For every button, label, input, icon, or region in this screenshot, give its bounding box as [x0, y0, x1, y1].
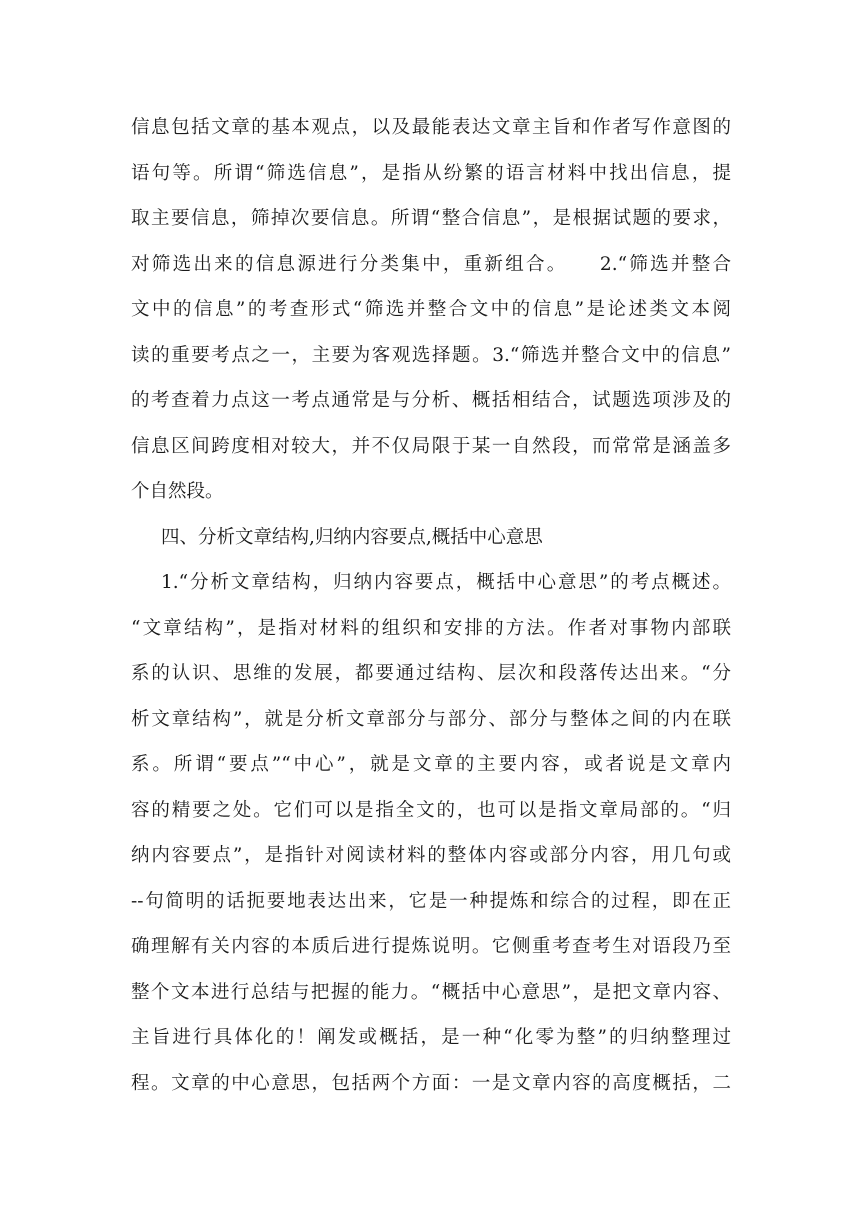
- text-line: 文中的信息”的考查形式“筛选并整合文中的信息”是论述类文本阅: [131, 299, 731, 320]
- text-line: 信息包括文章的基本观点，以及最能表达文章主旨和作者写作意图的: [131, 117, 731, 138]
- text-line: 主旨进行具体化的！阐发或概括，是一种“化零为整”的归纳整理过: [131, 1027, 731, 1048]
- text-line: 容的精要之处。它们可以是指全文的，也可以是指文章局部的。“归: [131, 799, 731, 821]
- text-line: 程。文章的中心意思，包括两个方面：一是文章内容的高度概括，二: [131, 1072, 731, 1094]
- text-line: --句简明的话扼要地表达出来，它是一种提炼和综合的过程，即在正: [131, 890, 731, 912]
- text-line: 确理解有关内容的本质后进行提炼说明。它侧重考查考生对语段乃至: [131, 936, 731, 957]
- text-line: 取主要信息，筛掉次要信息。所谓“整合信息”，是根据试题的要求，: [131, 208, 731, 229]
- text-line: 语句等。所谓“筛选信息”，是指从纷繁的语言材料中找出信息，提: [131, 162, 731, 184]
- text-line: 析文章结构”，就是分析文章部分与部分、部分与整体之间的内在联: [131, 708, 731, 730]
- text-line: 系。所谓“要点”“中心”，就是文章的主要内容，或者说是文章内: [131, 754, 731, 775]
- section-heading: 四、分析文章结构,归纳内容要点,概括中心意思: [161, 526, 543, 548]
- text-line: 读的重要考点之一，主要为客观选择题。3.“筛选并整合文中的信息”: [131, 344, 731, 366]
- body-text: [131, 105, 731, 1106]
- text-line: “文章结构”，是指对材料的组织和安排的方法。作者对事物内部联: [131, 617, 731, 639]
- text-line: 对筛选出来的信息源进行分类集中，重新组合。 2.“筛选并整合: [131, 253, 731, 275]
- text-line: 信息区间跨度相对较大，并不仅局限于某一自然段，而常常是涵盖多: [131, 435, 731, 457]
- text-line: 整个文本进行总结与把握的能力。“概括中心意思”，是把文章内容、: [131, 981, 731, 1003]
- text-line: 系的认识、思维的发展，都要通过结构、层次和段落传达出来。“分: [131, 663, 731, 684]
- text-line: 1.“分析文章结构，归纳内容要点，概括中心意思”的考点概述。: [161, 572, 731, 593]
- text-line: 个自然段。: [131, 481, 224, 502]
- text-line: 纳内容要点”，是指针对阅读材料的整体内容或部分内容，用几句或: [131, 845, 731, 866]
- text-line: 的考查着力点这一考点通常是与分析、概括相结合，试题选项涉及的: [131, 390, 731, 411]
